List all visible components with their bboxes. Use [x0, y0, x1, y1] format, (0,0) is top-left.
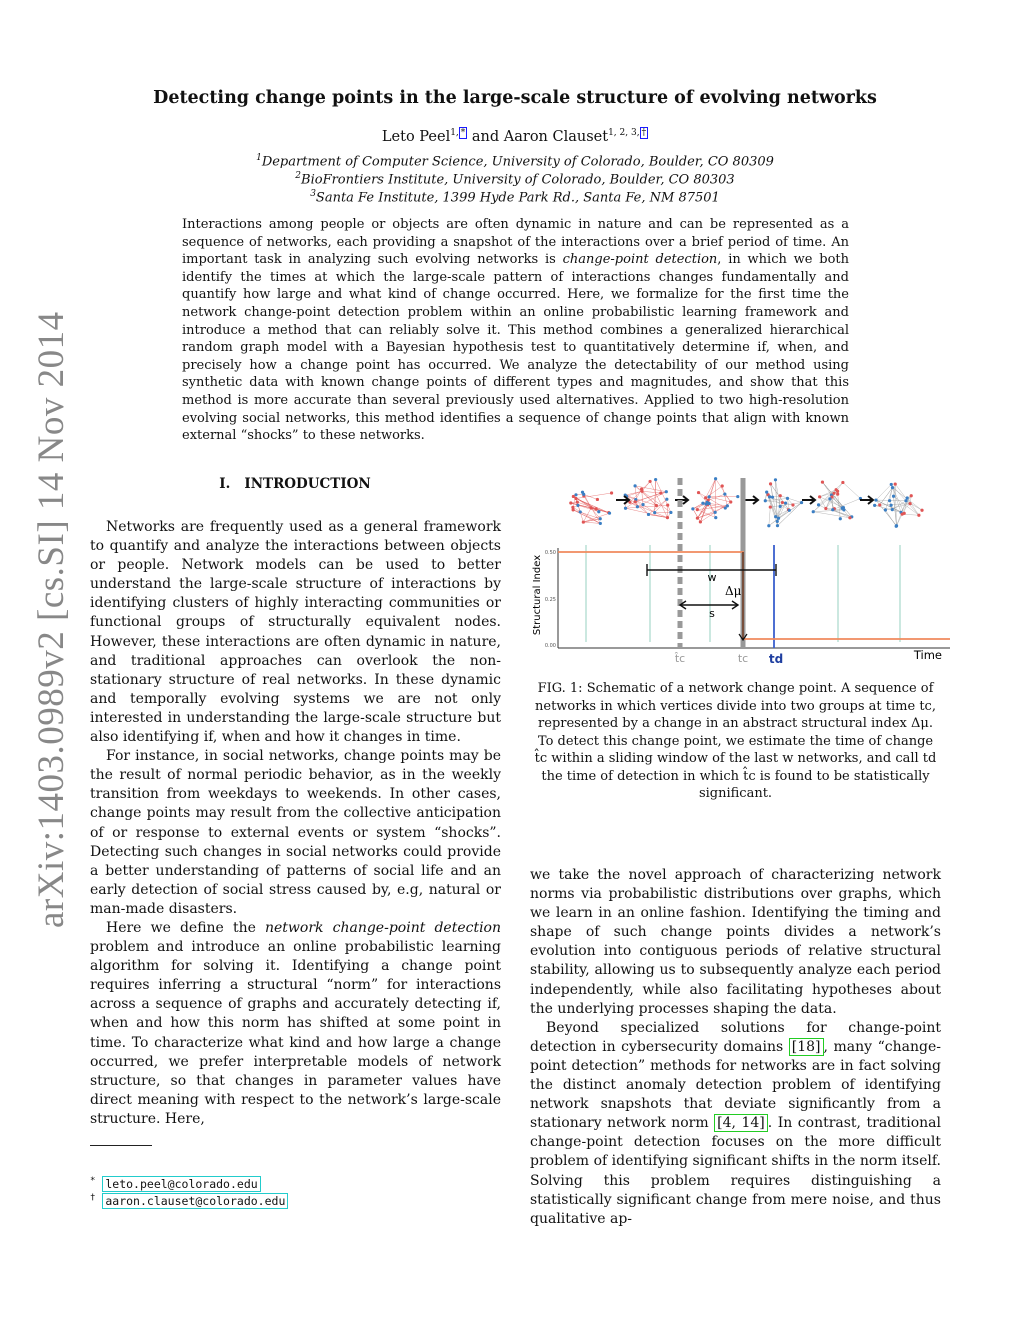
network-node [579, 510, 582, 513]
network-node [821, 481, 824, 484]
affiliation: $^1$Department of Computer Science, University of Colorado, Boulder, CO 80309 [256, 153, 774, 170]
network-node [634, 500, 637, 503]
paragraph: Here we define the network change-point detection problem and introduce an online probabilistic learning algorithm for solving it. Identifying a change point requires inferring a structural “norm” for interactions across a sequence of graphs and accurately detecting if, when and how this norm has shifted at some point in time. To characterize what kind and how large a change occurred, we prefer interpretable models of network structure, so that changes in parameter values have direct meaning with respect to the network’s large-scale structure. Here, [90, 919, 501, 1127]
network-node [697, 491, 700, 494]
structural-index-series [558, 552, 950, 639]
citation-link[interactable]: [4, 14] [714, 1114, 768, 1132]
network-node [786, 497, 789, 500]
network-node [708, 495, 711, 498]
footnote: * leto.peel@colorado.edu [90, 1176, 261, 1191]
network-node [767, 524, 770, 527]
section-heading: I. INTRODUCTION [219, 476, 371, 492]
network-edge [626, 508, 668, 517]
network-node [729, 500, 732, 503]
network-edge [769, 507, 770, 526]
network-node [599, 522, 602, 525]
network-node [724, 506, 727, 509]
network-node [655, 504, 658, 507]
network-node [633, 484, 636, 487]
network-node [891, 486, 894, 489]
network-node [824, 507, 827, 510]
network-node [873, 504, 876, 507]
network-node [701, 502, 704, 505]
network-node [765, 491, 768, 494]
network-edge [635, 486, 666, 492]
paragraph: Beyond specialized solutions for change-point detection in cybersecurity domains [18] , many “change-point detection” methods for networks are in fact solving the distinct anomaly detection problem of identifying network snapshots that deviate significantly from a stationary network norm [4, 14] . In contrast, traditional change-point detection focuses on the more difficult problem of identifying significant shifts in the norm itself. Solving this problem requires distinguishing a statistically significant change from mere noise, and thus qualitative ap- [530, 1019, 942, 1227]
network-node [890, 483, 893, 486]
citation-link[interactable]: [18] [789, 1038, 824, 1056]
network-node [708, 502, 711, 505]
network-node [840, 507, 843, 510]
network-node [878, 503, 881, 506]
network-node [909, 502, 912, 505]
network-node [769, 505, 772, 508]
network-node [777, 517, 780, 520]
network-node [874, 498, 877, 501]
left-column [90, 518, 501, 1129]
s-label: s [709, 607, 715, 620]
window-label: w [707, 571, 717, 584]
network-edge [649, 514, 668, 517]
network-node [828, 497, 831, 500]
network-node [572, 495, 575, 498]
y-tick: 0.50 [544, 550, 556, 556]
network-node [714, 516, 717, 519]
network-node [595, 507, 598, 510]
td-label: td [768, 652, 784, 666]
network-node [572, 508, 575, 511]
network-node [894, 482, 897, 485]
network-node [669, 511, 672, 514]
figure-caption: FIG. 1: Schematic of a network change point. A sequence of networks in which vertices divide into two groups at time tc, represented by a change in an abstract structural index Δμ. To detect this change point, we estimate the time of change t̂c within a sliding window of the last w networks, and call td the time of detection in which t̂c is found to be statistically significant. [534, 681, 937, 801]
y-tick: 0.00 [544, 643, 556, 649]
email-link[interactable]: aaron.clauset@colorado.edu [102, 1193, 288, 1209]
network-edge [576, 493, 612, 499]
network-node [769, 482, 772, 485]
network-edge [813, 512, 850, 518]
network-node [659, 491, 662, 494]
y-axis-label: Structural Index [532, 554, 543, 636]
footnote-rule [90, 1145, 152, 1146]
network-node [848, 516, 851, 519]
network-node [779, 505, 782, 508]
network-node [791, 503, 794, 506]
network-node [714, 511, 717, 514]
network-node [582, 520, 585, 523]
network-node [812, 510, 815, 513]
network-node [836, 493, 839, 496]
network-node [714, 477, 717, 480]
network-node [653, 511, 656, 514]
network-edge [697, 512, 715, 518]
network-node [892, 495, 895, 498]
network-node [569, 501, 572, 504]
network-node [704, 496, 707, 499]
network-node [817, 503, 820, 506]
author-conjunction: and [471, 128, 500, 145]
network-edge [885, 510, 896, 526]
network-node [610, 491, 613, 494]
network-node [904, 499, 907, 502]
right-column [530, 866, 941, 1229]
network-node [666, 516, 669, 519]
tc-label: tc [737, 652, 749, 665]
network-node [721, 484, 724, 487]
author-name: Aaron Clauset [503, 128, 609, 145]
network-node [576, 500, 579, 503]
footnote: † aaron.clauset@colorado.edu [90, 1193, 288, 1208]
network-node [774, 478, 777, 481]
network-node [800, 501, 803, 504]
network-node [636, 505, 639, 508]
network-node [781, 501, 784, 504]
paragraph: Networks are frequently used as a general framework to quantify and analyze the interactions between objects or people. Network models can be used to better understand the large-scale structure of interactions by identifying clusters of highly interacting communities or functional groups of structurally equivalent nodes. However, these interactions are often dynamic in nature, and traditional approaches can overlook the non-stationary structure of real networks. In these dynamic and temporally evolving systems we are not only interested in understanding the large-scale structure but also identifying if, when and how it changes in time. [90, 519, 501, 746]
network-node [581, 491, 584, 494]
figure-1-schematic [530, 470, 950, 675]
network-node [648, 480, 651, 483]
delta-mu-label: Δμ [725, 584, 742, 598]
network-node [779, 494, 782, 497]
tc-hat-label: t̂c [674, 652, 686, 665]
network-node [906, 496, 909, 499]
network-node [691, 507, 694, 510]
paragraph: For instance, in social networks, change points may be the result of normal periodic behavior, as in the weekly transition from weekdays to weekends. In other cases, change points may result from the collective anticipation of or response to external events or system “shocks”. Detecting such changes in social networks could provide a better understanding of patterns of social life and an early detection of social stress caused by, e.g, natural or man-made disasters. [90, 748, 501, 917]
network-node [788, 509, 791, 512]
network-node [666, 504, 669, 507]
author-sup: 1, * [450, 128, 466, 138]
network-node [831, 508, 834, 511]
affiliation: $^3$Santa Fe Institute, 1399 Hyde Park Rd., Santa Fe, NM 87501 [310, 189, 720, 206]
network-node [920, 509, 923, 512]
network-node [641, 503, 644, 506]
network-node [599, 517, 602, 520]
network-node [665, 490, 668, 493]
network-node [903, 512, 906, 515]
network-node [764, 499, 767, 502]
network-node [768, 495, 771, 498]
network-node [841, 481, 844, 484]
email-link[interactable]: leto.peel@colorado.edu [102, 1176, 260, 1192]
network-edge [822, 482, 831, 495]
network-edge [699, 493, 726, 508]
network-node [895, 525, 898, 528]
affiliation: $^2$BioFrontiers Institute, University of Colorado, Boulder, CO 80303 [295, 171, 735, 188]
network-node [696, 517, 699, 520]
network-edge [693, 504, 706, 509]
network-node [776, 524, 779, 527]
network-edge [635, 493, 661, 502]
network-node [736, 495, 739, 498]
abstract: Interactions among people or objects are often dynamic in nature and can be represented as a sequence of networks, each providing a snapshot of the interactions over a brief period of time. An important task in analyzing such evolving networks is change-point detection, in which we both identify the times at which the large-scale pattern of interactions changes fundamentally and quantify how large and what kind of change occurred. Here, we formalize for the first time the network change-point detection problem within an online probabilistic learning framework and introduce a method that can reliably solve it. This method combines a generalized hierarchical random graph model with a Bayesian hypothesis test to quantitatively determine if, when, and precisely how a change point has occurred. We analyze the detectability of our method using synthetic data with known change points of different types and magnitudes, and show that this method is more accurate than several previously used alternatives. Applied to two high-resolution evolving social networks, this method identifies a sequence of change points that align with known external “shocks” to these networks. [182, 217, 849, 444]
paragraph: we take the novel approach of characterizing network norms via probabilistic distributions over graphs, which we learn in an online fashion. Identifying the timing and shape of such change points divides a network’s evolution into contiguous periods of relative structural stability, allowing us to subsequently analyze each period independently, while also facilitating hypotheses about the underlying processes shaping the data. [530, 867, 941, 1017]
footnote-link[interactable]: † [641, 128, 647, 138]
time-axis-label: Time [913, 648, 942, 662]
network-node [891, 508, 894, 511]
network-node [665, 498, 668, 501]
network-node [640, 490, 643, 493]
network-node [608, 512, 611, 515]
network-node [574, 497, 577, 500]
network-node [576, 504, 579, 507]
network-node [699, 520, 702, 523]
network-edge [843, 482, 861, 498]
network-node [723, 492, 726, 495]
network-edge [655, 480, 656, 513]
network-node [596, 498, 599, 501]
network-node [889, 504, 892, 507]
network-node [832, 492, 835, 495]
network-node [784, 501, 787, 504]
network-node [696, 508, 699, 511]
network-node [884, 508, 887, 511]
network-node [590, 506, 593, 509]
author-name: Leto Peel [381, 128, 451, 145]
network-node [624, 507, 627, 510]
author-sup: 1, 2, 3, † [608, 128, 647, 138]
network-edge [642, 491, 661, 493]
network-node [888, 499, 891, 502]
arxiv-identifier: arXiv:1403.0989v2 [cs.SI] 14 Nov 2014 [31, 311, 72, 928]
network-node [818, 495, 821, 498]
network-edge [649, 499, 667, 514]
network-node [647, 513, 650, 516]
author-list [0, 128, 1024, 145]
network-node [835, 488, 838, 491]
network-node [917, 514, 920, 517]
network-node [654, 478, 657, 481]
network-node [839, 517, 842, 520]
network-node [776, 520, 779, 523]
paper-title: Detecting change points in the large-scale structure of evolving networks [153, 88, 877, 108]
footnote-link[interactable]: * [460, 128, 466, 138]
y-tick: 0.25 [544, 597, 556, 603]
network-node [597, 510, 600, 513]
network-node [910, 494, 913, 497]
network-node [771, 496, 774, 499]
network-node [774, 515, 777, 518]
